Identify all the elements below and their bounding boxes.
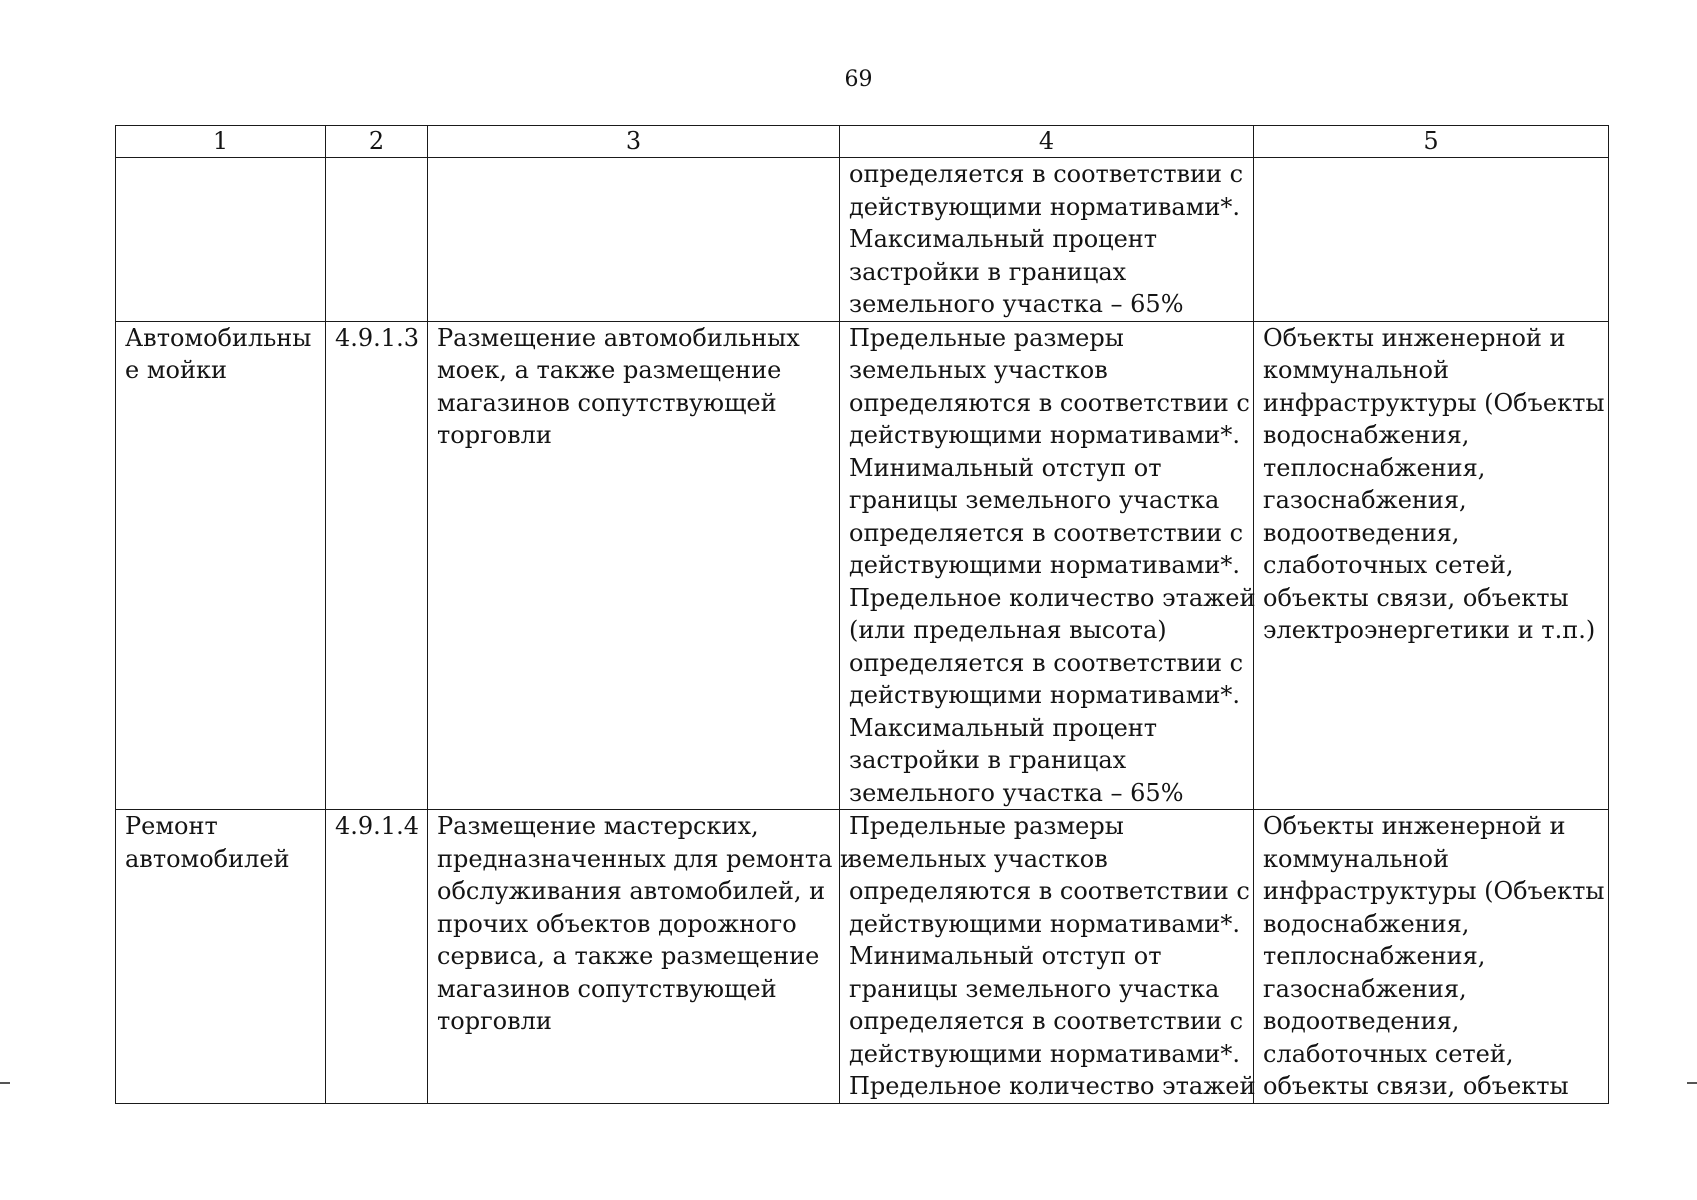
cell-text-line: земельного участка – 65% (849, 290, 1184, 318)
cell-text-line: водоснабжения, (1263, 909, 1470, 938)
cell-text-line: определяется в соответствии с (849, 1007, 1244, 1035)
cell-text-line: прочих объектов дорожного (437, 909, 797, 938)
cell-text-line: магазинов сопутствующей (437, 388, 777, 417)
cell-text-line: Размещение мастерских, (437, 812, 759, 840)
column-header-3: 3 (428, 126, 840, 158)
cell-text-line: действующими нормативами*. (849, 1039, 1240, 1068)
cell-text-line: Автомобильны (125, 323, 312, 352)
cell-text-line: определяется в соответствии с (849, 160, 1244, 188)
cell-text-line: границы земельного участка (849, 974, 1220, 1003)
cell-text-line: теплоснабжения, (1263, 453, 1486, 482)
table-row (116, 158, 1609, 322)
cell-text-line: водоснабжения, (1263, 421, 1470, 449)
cell-text-line: границы земельного участка (849, 486, 1220, 514)
table-body (116, 158, 1609, 1104)
page-number: 69 (844, 67, 873, 92)
cell-text: 4.9.1.3 (335, 323, 419, 352)
cell-text-line: газоснабжения, (1263, 974, 1467, 1003)
column-header-4: 4 (840, 126, 1254, 158)
cell-text-line: моек, а также размещение (437, 356, 782, 384)
cell-text: 4.9.1.4 (335, 812, 419, 840)
cell-text-line: автомобилей (125, 844, 290, 873)
cell-text-line: инфраструктуры (Объекты (1263, 877, 1605, 905)
cell-text-line: Минимальный отступ от (849, 453, 1162, 482)
cell-text-line: теплоснабжения, (1263, 942, 1486, 970)
use-description-cell (428, 158, 840, 322)
cell-text-line: определяются в соответствии с (849, 388, 1250, 417)
column-header-1: 1 (116, 126, 326, 158)
cell-text-line: электроэнергетики и т.п.) (1263, 616, 1596, 644)
cell-text-line: коммунальной (1263, 844, 1449, 873)
cell-text-line: торговли (437, 1007, 552, 1035)
header-row (116, 126, 1609, 158)
use-name-cell (116, 810, 326, 1104)
use-code-cell (326, 810, 428, 1104)
auxiliary-objects-cell (1254, 158, 1609, 322)
cell-text-line: предназначенных для ремонта и (437, 844, 857, 873)
auxiliary-objects-cell (1254, 810, 1609, 1104)
cell-text-line: действующими нормативами*. (849, 551, 1240, 579)
cell-text-line: водоотведения, (1263, 1007, 1460, 1035)
use-parameters-cell (840, 158, 1254, 322)
cell-text-line: Ремонт (125, 812, 218, 840)
cell-text-line: Размещение автомобильных (437, 323, 800, 352)
cell-text-line: Минимальный отступ от (849, 942, 1162, 970)
cell-text-line: Объекты инженерной и (1263, 323, 1566, 352)
cell-text-line: застройки в границах (849, 257, 1127, 286)
left-edge-mark (0, 1082, 10, 1084)
use-code-cell (326, 321, 428, 810)
cell-text-line: магазинов сопутствующей (437, 974, 777, 1003)
right-edge-mark (1687, 1082, 1697, 1084)
cell-text-line: объекты связи, объекты (1263, 583, 1569, 612)
cell-text-line: водоотведения, (1263, 518, 1460, 547)
cell-text-line: Предельное количество этажей (849, 583, 1256, 612)
column-header-5: 5 (1254, 126, 1609, 158)
cell-text-line: действующими нормативами*. (849, 192, 1240, 221)
cell-text-line: определяется в соответствии с (849, 648, 1244, 677)
cell-text-line: сервиса, а также размещение (437, 942, 820, 970)
cell-text-line: Предельное количество этажей (849, 1072, 1256, 1100)
cell-text-line: обслуживания автомобилей, и (437, 877, 826, 905)
cell-text-line: Максимальный процент (849, 713, 1158, 742)
use-description-cell (428, 321, 840, 810)
cell-text-line: коммунальной (1263, 356, 1449, 384)
cell-text-line: застройки в границах (849, 746, 1127, 774)
cell-text-line: (или предельная высота) (849, 616, 1167, 644)
cell-text-line: слаботочных сетей, (1263, 1039, 1514, 1068)
use-name-cell (116, 321, 326, 810)
use-code-cell (326, 158, 428, 322)
cell-text-line: Максимальный процент (849, 225, 1158, 253)
cell-text-line: земельных участков (849, 844, 1108, 873)
cell-text-line: торговли (437, 421, 552, 449)
cell-text-line: земельного участка – 65% (849, 778, 1184, 807)
use-description-cell (428, 810, 857, 1104)
table-row (116, 321, 1609, 810)
use-parameters-cell (840, 810, 1254, 1104)
cell-text-line: объекты связи, объекты (1263, 1072, 1569, 1100)
auxiliary-objects-cell (1254, 321, 1609, 810)
cell-text-line: е мойки (125, 356, 227, 384)
cell-text-line: Объекты инженерной и (1263, 812, 1566, 840)
cell-text-line: земельных участков (849, 356, 1108, 384)
cell-text-line: газоснабжения, (1263, 486, 1467, 514)
cell-text-line: Предельные размеры (849, 323, 1124, 352)
cell-text-line: Предельные размеры (849, 812, 1124, 840)
cell-text-line: слаботочных сетей, (1263, 551, 1514, 579)
cell-text-line: инфраструктуры (Объекты (1263, 388, 1605, 417)
cell-text-line: действующими нормативами*. (849, 421, 1240, 449)
cell-text-line: действующими нормативами*. (849, 909, 1240, 938)
use-name-cell (116, 158, 326, 322)
table-row (116, 810, 1609, 1104)
land-use-table (115, 125, 1609, 1104)
cell-text-line: действующими нормативами*. (849, 681, 1240, 709)
cell-text-line: определяются в соответствии с (849, 877, 1250, 905)
column-header-2: 2 (326, 126, 428, 158)
cell-text-line: определяется в соответствии с (849, 518, 1244, 547)
use-parameters-cell (840, 321, 1254, 810)
